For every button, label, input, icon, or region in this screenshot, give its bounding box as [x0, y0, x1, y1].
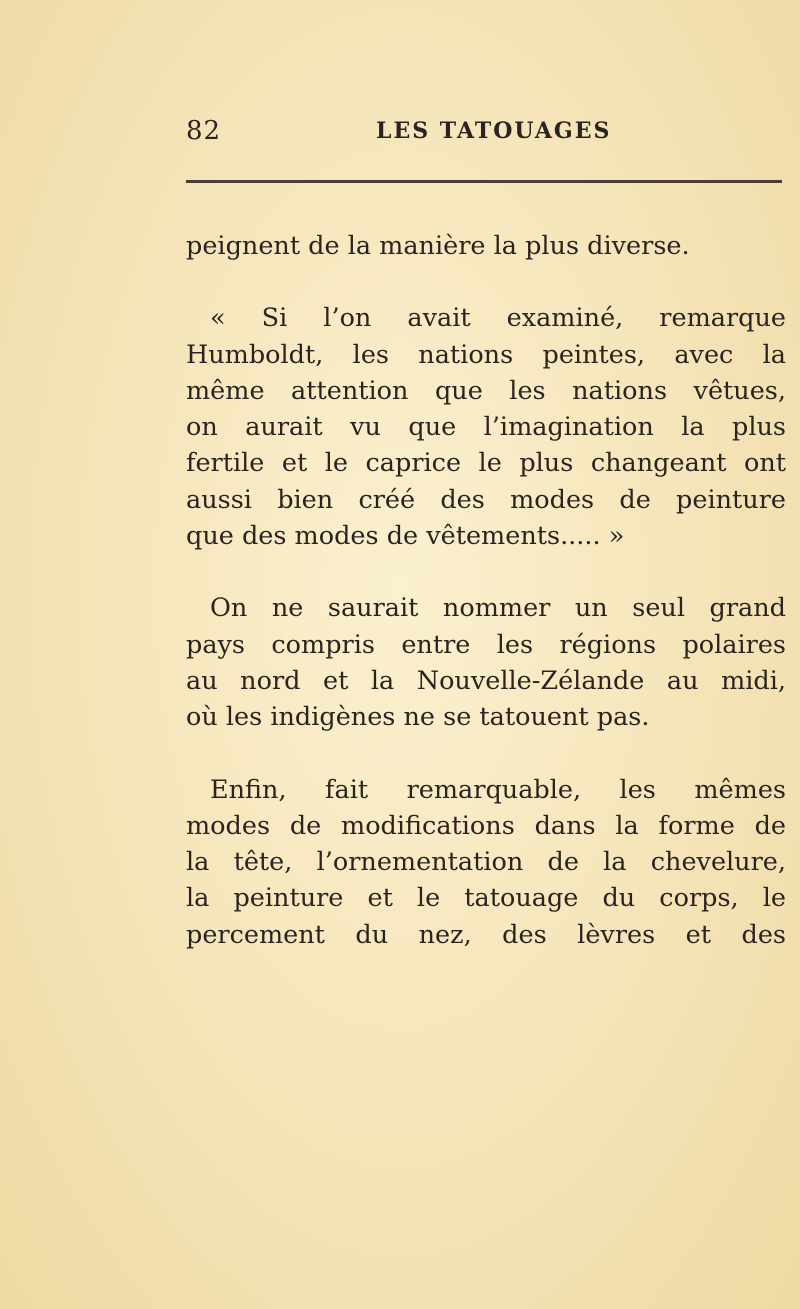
text-line: On ne saurait nommer un seul grand: [210, 593, 786, 624]
page-number: 82: [186, 116, 222, 146]
text-line: « Si l’on avait examiné, remarque: [210, 303, 786, 334]
paragraph-gap: [186, 554, 786, 590]
text-line: modes de modifications dans la forme de: [186, 810, 786, 841]
text-line: au nord et la Nouvelle-Zélande au midi,: [186, 665, 786, 696]
text-line: pays compris entre les régions polaires: [186, 629, 786, 660]
paragraph: [186, 590, 786, 735]
text-line: aussi bien créé des modes de peinture: [186, 484, 786, 515]
body-text: [186, 228, 786, 953]
text-line: la peinture et le tatouage du corps, le: [186, 883, 786, 914]
paragraph: [186, 228, 786, 264]
text-line: Humboldt, les nations peintes, avec la: [186, 339, 786, 370]
paragraph-gap: [186, 264, 786, 300]
paragraph: [186, 772, 786, 953]
text-line: percement du nez, des lèvres et des: [186, 919, 786, 950]
text-line: où les indigènes ne se tatouent pas.: [186, 702, 650, 733]
text-line: on aurait vu que l’imagination la plus: [186, 412, 786, 443]
text-line: que des modes de vêtements..... »: [186, 521, 625, 552]
header-rule: [186, 180, 782, 183]
text-line: Enfin, fait remarquable, les mêmes: [210, 774, 786, 805]
paragraph-gap: [186, 736, 786, 772]
text-line: la tête, l’ornementation de la chevelure,: [186, 847, 786, 878]
text-line: peignent de la manière la plus diverse.: [186, 231, 690, 261]
running-head: [186, 116, 786, 156]
text-line: fertile et le caprice le plus changeant ont: [186, 448, 786, 479]
paragraph: [186, 300, 786, 554]
text-line: même attention que les nations vêtues,: [186, 375, 786, 406]
running-title: LES TATOUAGES: [376, 118, 612, 144]
